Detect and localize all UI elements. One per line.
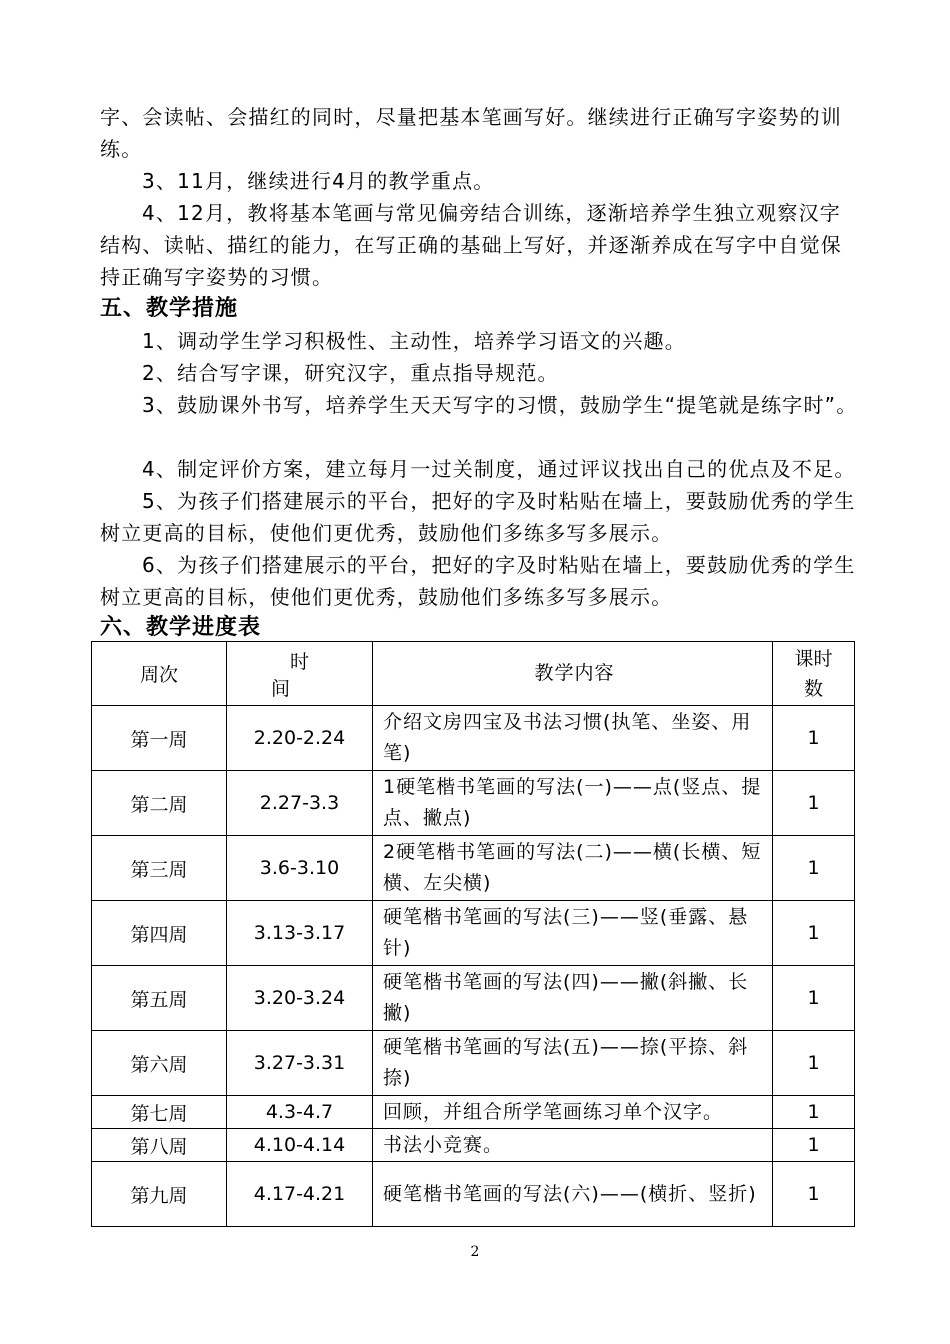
cell-date: 4.10-4.14 <box>227 1129 373 1162</box>
measure-item: 4、制定评价方案，建立每月一过关制度，通过评议找出自己的优点及不足。 <box>142 457 856 481</box>
header-content: 教学内容 <box>373 642 773 706</box>
table-header-row <box>92 642 855 706</box>
measure-item: 5、为孩子们搭建展示的平台，把好的字及时粘贴在墙上，要鼓励优秀的学生树立更高的目标，使他们更优秀，鼓励他们多练多写多展示。 <box>100 489 856 545</box>
section-heading-measures: 五、教学措施 <box>100 296 239 321</box>
table-row <box>92 836 855 901</box>
cell-date: 3.27-3.31 <box>227 1031 373 1096</box>
cell-content: 硬笔楷书笔画的写法(三)——竖(垂露、悬针) <box>373 901 773 966</box>
cell-date: 2.20-2.24 <box>227 706 373 771</box>
table-row <box>92 1129 855 1162</box>
header-week: 周次 <box>92 642 227 706</box>
table-row <box>92 706 855 771</box>
cell-date: 2.27-3.3 <box>227 771 373 836</box>
table-row <box>92 771 855 836</box>
cell-hours: 1 <box>773 901 855 966</box>
cell-date: 3.20-3.24 <box>227 966 373 1031</box>
cell-date: 3.6-3.10 <box>227 836 373 901</box>
cell-week: 第六周 <box>92 1031 227 1096</box>
cell-content: 硬笔楷书笔画的写法(五)——捺(平捺、斜捺) <box>373 1031 773 1096</box>
cell-week: 第五周 <box>92 966 227 1031</box>
cell-content: 硬笔楷书笔画的写法(四)——撇(斜撇、长撇) <box>373 966 773 1031</box>
cell-hours: 1 <box>773 966 855 1031</box>
cell-week: 第九周 <box>92 1162 227 1227</box>
cell-date: 4.3-4.7 <box>227 1096 373 1129</box>
table-row <box>92 1031 855 1096</box>
cell-week: 第四周 <box>92 901 227 966</box>
cell-week: 第二周 <box>92 771 227 836</box>
cell-content: 介绍文房四宝及书法习惯(执笔、坐姿、用笔) <box>373 706 773 771</box>
table-row <box>92 901 855 966</box>
header-time-label: 时间 <box>270 650 347 700</box>
page-number: 2 <box>470 1244 480 1260</box>
cell-hours: 1 <box>773 836 855 901</box>
cell-week: 第八周 <box>92 1129 227 1162</box>
cell-week: 第三周 <box>92 836 227 901</box>
measure-item: 3、鼓励课外书写，培养学生天天写字的习惯，鼓励学生“提笔就是练字时”。 <box>142 393 858 417</box>
table-row <box>92 1162 855 1227</box>
measure-item: 6、为孩子们搭建展示的平台，把好的字及时粘贴在墙上，要鼓励优秀的学生树立更高的目标，使他们更优秀，鼓励他们多练多写多展示。 <box>100 553 856 609</box>
table-row <box>92 1096 855 1129</box>
paragraph-item-4: 4、12月，教将基本笔画与常见偏旁结合训练，逐渐培养学生独立观察汉字结构、读帖、描红的能力，在写正确的基础上写好，并逐渐养成在写字中自觉保持正确写字姿势的习惯。 <box>100 201 842 289</box>
measure-item: 1、调动学生学习积极性、主动性，培养学习语文的兴趣。 <box>142 329 686 353</box>
cell-content: 回顾，并组合所学笔画练习单个汉字。 <box>373 1096 773 1129</box>
cell-hours: 1 <box>773 1096 855 1129</box>
cell-week: 第七周 <box>92 1096 227 1129</box>
cell-hours: 1 <box>773 1129 855 1162</box>
table-row <box>92 966 855 1031</box>
header-hours-label: 课时数 <box>794 647 833 700</box>
cell-week: 第一周 <box>92 706 227 771</box>
cell-date: 3.13-3.17 <box>227 901 373 966</box>
schedule-table <box>91 641 855 1227</box>
section-heading-schedule: 六、教学进度表 <box>100 615 262 640</box>
cell-date: 4.17-4.21 <box>227 1162 373 1227</box>
cell-content: 书法小竞赛。 <box>373 1129 773 1162</box>
cell-hours: 1 <box>773 1162 855 1227</box>
paragraph-item-3: 3、11月，继续进行4月的教学重点。 <box>142 169 495 193</box>
paragraph-continuation: 字、会读帖、会描红的同时，尽量把基本笔画写好。继续进行正确写字姿势的训练。 <box>100 105 842 161</box>
cell-hours: 1 <box>773 706 855 771</box>
cell-hours: 1 <box>773 1031 855 1096</box>
cell-content: 1硬笔楷书笔画的写法(一)——点(竖点、提点、撇点) <box>373 771 773 836</box>
cell-hours: 1 <box>773 771 855 836</box>
measure-item: 2、结合写字课，研究汉字，重点指导规范。 <box>142 361 559 385</box>
header-hours <box>773 642 855 706</box>
cell-content: 2硬笔楷书笔画的写法(二)——横(长横、短横、左尖横) <box>373 836 773 901</box>
cell-content: 硬笔楷书笔画的写法(六)——(横折、竖折) <box>373 1162 773 1227</box>
header-time <box>227 642 373 706</box>
